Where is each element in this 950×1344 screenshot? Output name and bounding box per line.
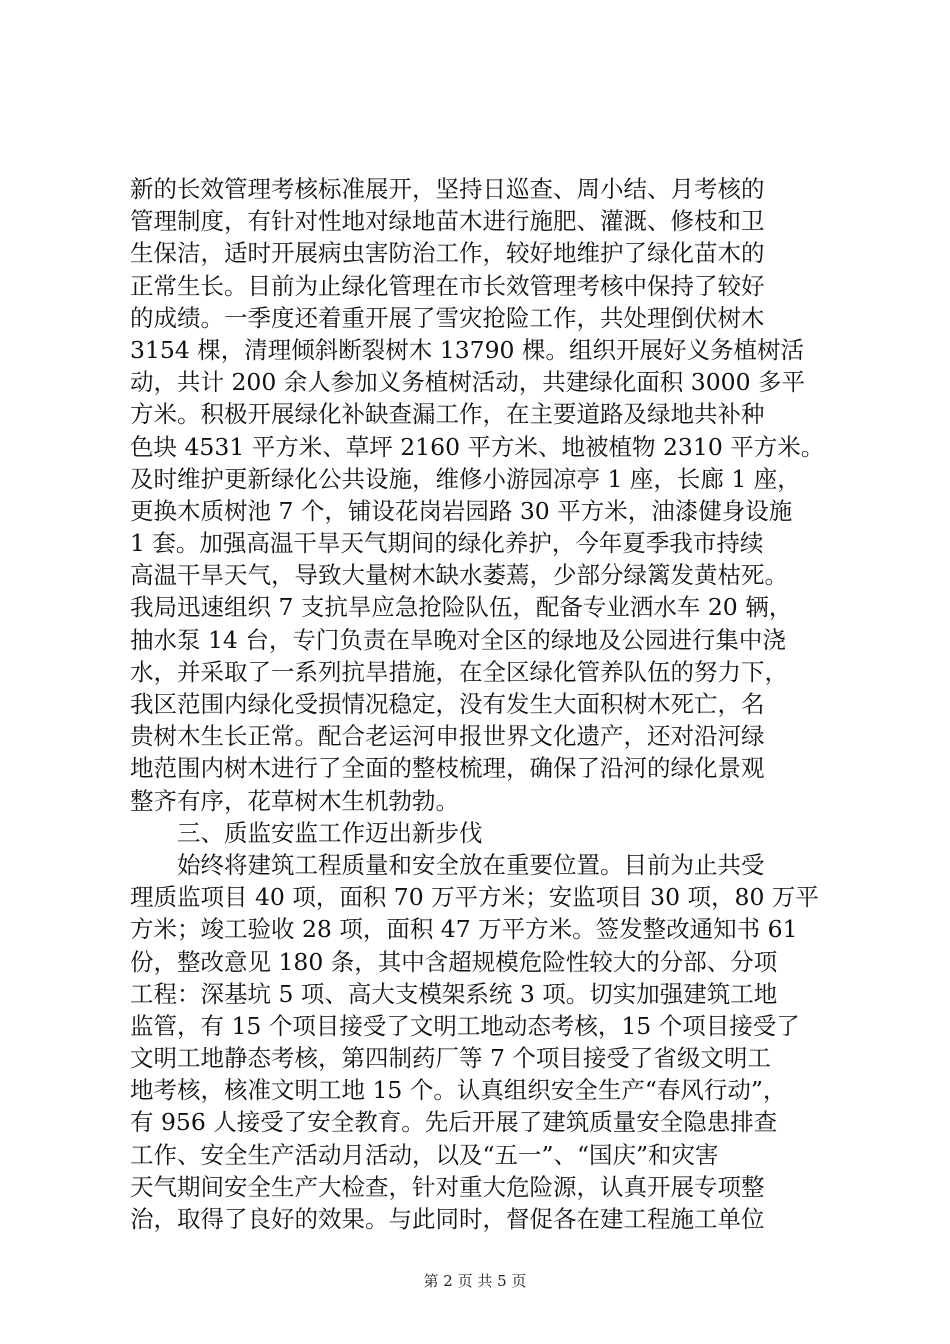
text-line: 始终将建筑工程质量和安全放在重要位置。目前为止共受 <box>130 850 765 879</box>
text-line: 有 956 人接受了安全教育。先后开展了建筑质量安全隐患排查 <box>130 1108 778 1137</box>
text-line: 文明工地静态考核，第四制药厂等 7 个项目接受了省级文明工 <box>130 1044 771 1073</box>
text-line: 动，共计 200 余人参加义务植树活动，共建绿化面积 3000 多平 <box>130 368 806 397</box>
text-line: 方米；竣工验收 28 项，面积 47 万平方米。签发整改通知书 61 <box>130 915 798 944</box>
text-line: 方米。积极开展绿化补缺查漏工作，在主要道路及绿地共补种 <box>130 400 765 429</box>
document-body <box>130 173 830 1235</box>
text-line: 色块 4531 平方米、草坪 2160 平方米、地被植物 2310 平方米。 <box>130 432 825 461</box>
text-line: 正常生长。目前为止绿化管理在市长效管理考核中保持了较好 <box>130 271 765 300</box>
text-line: 生保洁，适时开展病虫害防治工作，较好地维护了绿化苗木的 <box>130 239 765 268</box>
section-heading: 三、质监安监工作迈出新步伐 <box>130 818 483 847</box>
text-line: 1 套。加强高温干旱天气期间的绿化养护，今年夏季我市持续 <box>130 529 764 558</box>
text-line: 工程：深基坑 5 项、高大支模架系统 3 项。切实加强建筑工地 <box>130 979 778 1008</box>
text-line: 整齐有序，花草树木生机勃勃。 <box>130 786 459 815</box>
text-line: 新的长效管理考核标准展开，坚持日巡查、周小结、月考核的 <box>130 175 765 203</box>
text-line: 贵树木生长正常。配合老运河申报世界文化遗产，还对沿河绿 <box>130 722 765 751</box>
text-line: 治，取得了良好的效果。与此同时，督促各在建工程施工单位 <box>130 1205 765 1233</box>
text-line: 及时维护更新绿化公共设施，维修小游园凉亭 1 座，长廊 1 座， <box>130 464 801 493</box>
page-number: 第 2 页 共 5 页 <box>423 1272 527 1290</box>
text-line: 监管，有 15 个项目接受了文明工地动态考核，15 个项目接受了 <box>130 1011 800 1040</box>
text-line: 天气期间安全生产大检查，针对重大危险源，认真开展专项整 <box>130 1172 765 1201</box>
text-line: 水，并采取了一系列抗旱措施，在全区绿化管养队伍的努力下， <box>130 657 788 686</box>
text-line: 高温干旱天气，导致大量树木缺水萎蔫，少部分绿篱发黄枯死。 <box>130 561 788 590</box>
text-line: 管理制度，有针对性地对绿地苗木进行施肥、灌溉、修枝和卫 <box>130 207 765 236</box>
text-line: 更换木质树池 7 个，铺设花岗岩园路 30 平方米，油漆健身设施 <box>130 496 793 525</box>
page-footer <box>0 1271 950 1291</box>
text-line: 份，整改意见 180 条，其中含超规模危险性较大的分部、分项 <box>130 947 778 976</box>
text-line: 工作、安全生产活动月活动，以及“五一”、“国庆”和灾害 <box>130 1140 719 1169</box>
text-line: 地范围内树木进行了全面的整枝梳理，确保了沿河的绿化景观 <box>130 754 765 783</box>
text-line: 的成绩。一季度还着重开展了雪灾抢险工作，共处理倒伏树木 <box>130 303 765 332</box>
text-line: 我局迅速组织 7 支抗旱应急抢险队伍，配备专业洒水车 20 辆， <box>130 593 793 622</box>
text-line: 我区范围内绿化受损情况稳定，没有发生大面积树木死亡，名 <box>130 690 765 718</box>
text-line: 地考核，核准文明工地 15 个。认真组织安全生产“春风行动”， <box>130 1076 787 1105</box>
text-line: 理质监项目 40 项，面积 70 万平方米；安监项目 30 项，80 万平 <box>130 883 819 912</box>
text-line: 3154 棵，清理倾斜断裂树木 13790 棵。组织开展好义务植树活 <box>130 335 804 364</box>
text-line: 抽水泵 14 台，专门负责在旱晚对全区的绿地及公园进行集中浇 <box>130 625 786 654</box>
